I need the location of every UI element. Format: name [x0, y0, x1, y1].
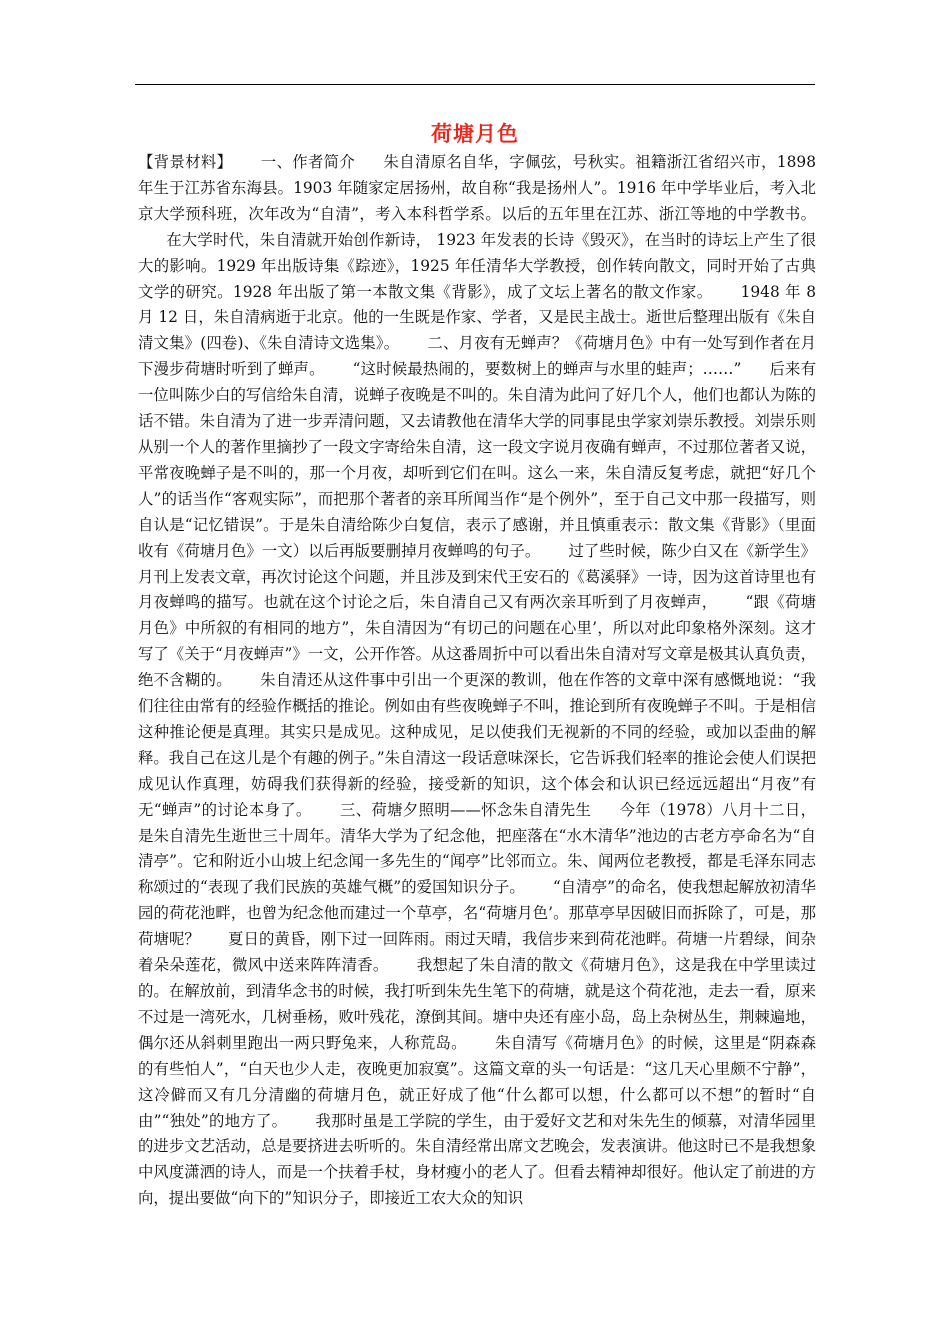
paragraph: 过了些时候，陈少白又在《新学生》月刊上发表文章，再次讨论这个问题，并且涉及到宋代王安石的《葛溪驿》一诗，因为这首诗里也有月夜蝉鸣的描写。也就在这个讨论之后，朱自清自己又有两次亲耳听到了月夜蝉声， [138, 541, 816, 612]
paragraph: 后来有一位叫陈少白的写信给朱自清，说蝉子夜晚是不叫的。朱自清为此问了好几个人，他们也都认为陈的话不错。朱自清为了进一步弄清问题，又去请教他在清华大学的同事昆虫学家刘崇乐教授。刘崇乐则从别一个人的著作里摘抄了一段文字寄给朱自清，这一段文字说月夜确有蝉声，不过那位著者又说，平常夜晚蝉子是不叫的，那一个月夜，却听到它们在叫。这么一来，朱自清反复考虑，就把“好几个人”的话当作“客观实际”，而把那个著者的亲耳所闻当作“是个例外”，至于自己文中那一段描写，则自认是“记忆错误”。于是朱自清给陈少白复信，表示了感谢，并且慎重表示：散文集《背影》（里面收有《荷塘月色》一文）以后再版要删掉月夜蝉鸣的句子。 [138, 360, 816, 560]
paragraph: ”朱自清这一段话意味深长，它告诉我们轻率的推论会使人们误把成见认作真理，妨碍我们获得新的经验，接受新的知识，这个体会和认识已经远远超出“月夜”有无“蝉声”的讨论本身了。 [138, 748, 816, 819]
paragraph: 夏日的黄昏，刚下过一回阵雨。雨过天晴，我信步来到荷花池畔。荷塘一片碧绿，间杂着朵朵莲花，微风中送来阵阵清香。 [138, 930, 816, 975]
paragraph: 朱自清还从这件事中引出一个更深的教训，他在作答的文章中深有感慨地说：“我们往往由常有的经验作概括的推论。例如由有些夜晚蝉子不叫，推论到所有夜晚蝉子不叫。于是相信这种推论便是真理。其实只是成见。这种成见，足以使我们无视新的不同的经验，或加以歪曲的解释。我自己在这儿是个有趣的例子。 [138, 671, 816, 767]
header-rule [135, 84, 815, 85]
paragraph: 在大学时代，朱自清就开始创作新诗， 1923 年发表的长诗《毁灭》，在当时的诗坛上产生了很大的影响。1929 年出版诗集《踪迹》，1925 年任清华大学教授，创作转向散文，同时开始了古典文学的研究。1928 年出版了第一本散文集《背影》，成了文坛上著名的散文作家。 [138, 230, 816, 301]
paragraph: 三、荷塘夕照明——怀念朱自清先生 [339, 800, 592, 819]
document-title: 荷塘月色 [431, 121, 519, 146]
paragraph: “这时候最热闹的，要数树上的蝉声与水里的蛙声；……” [352, 360, 742, 379]
paragraph: 1948 年 8 月 12 日，朱自清病逝于北京。他的一生既是作家、学者，又是民主战士。逝世后整理出版有《朱自清文集》(四卷)、《朱自清诗文选集》。 [138, 282, 816, 353]
paragraph: 我想起了朱自清的散文《荷塘月色》，这是我在中学里读过的。在解放前，到清华念书的时候，我打听到朱先生笔下的荷塘，就是这个荷花池，走去一看，原来不过是一湾死水，几树垂杨，败叶残花，潦倒其间。塘中央还有座小岛，岛上杂树丛生，荆棘遍地，偶尔还从斜刺里跑出一两只野兔来，人称荒岛。 [138, 956, 816, 1052]
paragraph: 一、作者简介 [260, 153, 356, 171]
paragraph: “跟《荷塘月色》中所叙的有相同的地方”，朱自清因为“有切己的问题在心里’，所以对此印象格外深刻。这才写了《关于“月夜蝉声”》一文，公开作答。从这番周折中可以看出朱自清对写文章是极其认真负责，绝不含糊的。 [138, 593, 816, 690]
document-body [138, 150, 816, 1212]
paragraph: 我那时虽是工学院的学生，由于爱好文艺和对朱先生的倾慕，对清华园里的进步文艺活动，总是要挤进去听听的。朱自清经常出席文艺晚会，发表演讲。他这时已不是我想象中风度潇洒的诗人，而是一个扶着手杖，身材瘦小的老人了。但看去精神却很好。他认定了前进的方向，提出要做“向下的”知识分子，即接近工农大众的知识 [138, 1111, 816, 1208]
section-label: 【背景材料】 [138, 153, 233, 171]
paragraph: 二、月夜有无蝉声？《荷塘月色》中有一处写到作者在月下漫步荷塘时听到了蝉声。 [138, 334, 816, 379]
paragraph: 朱自清原名自华，字佩弦，号秋实。祖籍浙江省绍兴市，1898年生于江苏省东海县。1903 年随家定居扬州，故自称“我是扬州人”。1916 年中学毕业后，考入北京大学预科班，次年改为“自清”，考入本科哲学系。以后的五年里在江苏、浙江等地的中学教书。 [138, 153, 816, 223]
paragraph: “自清亭”的命名，使我想起解放初清华园的荷花池畔，也曾为纪念他而建过一个草亭，名“荷塘月色’。那草亭早因破旧而拆除了，可是，那荷塘呢？ [138, 878, 816, 949]
paragraph: 今年（1978）八月十二日，是朱自清先生逝世三十周年。清华大学为了纪念他，把座落在“水木清华”池边的古老方亭命名为“自清亭”。它和附近小山坡上纪念闻一多先生的“闻亭”比邻而立。朱、闻两位老教授，都是毛泽东同志称颂过的“表现了我们民族的英雄气概”的爱国知识分子。 [138, 800, 816, 897]
paragraph: 朱自清写《荷塘月色》的时候，这里是“阴森森的有些怕人”，“白天也少人走，夜晚更加寂寞”。这篇文章的头一句话是：“这几天心里颇不宁静”，这冷僻而又有几分清幽的荷塘月色，就正好成了他“什么都可以想，什么都可以不想”的暂时“自由”“独处”的地方了。 [138, 1033, 816, 1130]
